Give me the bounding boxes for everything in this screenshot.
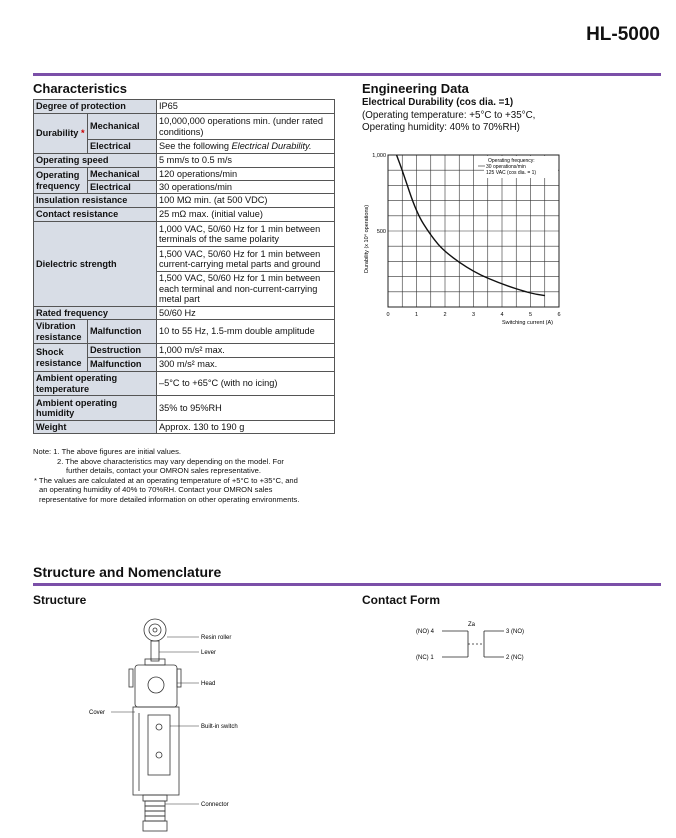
structure-title: Structure and Nomenclature <box>33 564 222 580</box>
mechanical-label: Mechanical <box>88 114 157 140</box>
op-speed-value: 5 mm/s to 0.5 m/s <box>157 154 335 168</box>
insulation-label: Insulation resistance <box>34 194 157 208</box>
x-tick-label: 6 <box>557 312 561 318</box>
header-rule <box>33 73 661 76</box>
connector-ring <box>145 801 165 806</box>
characteristics-table <box>33 99 335 434</box>
note-line: 2. The above characteristics may vary depending on the model. For <box>57 456 284 466</box>
structure-subtitle: Structure <box>33 593 87 607</box>
ambient-temp-value: –5°C to +65°C (with no icing) <box>157 372 335 396</box>
connector-ring <box>145 811 165 816</box>
note-line: further details, contact your OMRON sales representative. <box>66 466 261 475</box>
table-row <box>34 396 335 421</box>
x-tick-labels <box>386 312 560 318</box>
vibration-label: Vibration resistance <box>34 320 88 344</box>
engineering-title: Engineering Data <box>362 81 469 96</box>
ambient-temp-label: Ambient operating temperature <box>34 372 157 396</box>
op-freq-elec-label: Electrical <box>88 181 157 194</box>
ambient-hum-value: 35% to 95%RH <box>157 396 335 421</box>
label-nc2: 2 (NC) <box>506 655 524 661</box>
rated-freq-value: 50/60 Hz <box>157 307 335 320</box>
body-shape <box>133 707 179 795</box>
x-tick-label: 3 <box>471 312 476 318</box>
engineering-condition-2: Operating humidity: 40% to 70%RH) <box>362 122 520 133</box>
dielectric-1: 1,000 VAC, 50/60 Hz for 1 min between terminals of the same polarity <box>157 222 335 247</box>
op-speed-label: Operating speed <box>34 154 157 168</box>
connector-end <box>143 821 167 831</box>
label-cover: Cover <box>89 710 106 716</box>
label-nc1: (NC) 1 <box>416 655 434 661</box>
table-row <box>34 222 335 247</box>
connector-ring <box>145 816 165 821</box>
connector-ring <box>145 806 165 811</box>
head-side-screw <box>129 669 133 687</box>
electrical-prefix: See the following <box>159 141 232 152</box>
x-tick-label: 0 <box>386 312 390 318</box>
engineering-subtitle: Electrical Durability (cos dia. =1) <box>362 97 514 108</box>
table-row <box>34 100 335 114</box>
x-tick-label: 2 <box>443 312 447 318</box>
degree-value: IP65 <box>157 100 335 114</box>
dielectric-2: 1,500 VAC, 50/60 Hz for 1 min between current-carrying metal parts and ground <box>157 247 335 272</box>
head-shape <box>135 665 177 707</box>
electrical-value <box>157 140 335 154</box>
note-line: representative for more detailed information on other operating environments. <box>39 494 300 504</box>
x-axis-label: Switching current (A) <box>501 320 553 326</box>
op-freq-mech-value: 120 operations/min <box>157 168 335 181</box>
table-row <box>34 307 335 320</box>
label-resin-roller: Resin roller <box>201 635 232 641</box>
connector-ring <box>143 795 167 801</box>
engineering-condition-1: (Operating temperature: +5°C to +35°C, <box>362 109 536 121</box>
y-tick-label: 1,000 <box>372 153 386 159</box>
y-axis-label: Durability (x 10⁴ operations) <box>364 204 370 273</box>
structure-rule <box>33 583 661 586</box>
electrical-italic: Electrical Durability. <box>231 141 312 152</box>
vibration-value: 10 to 55 Hz, 1.5-mm double amplitude <box>157 320 335 344</box>
contact-value: 25 mΩ max. (initial value) <box>157 208 335 222</box>
table-row <box>34 154 335 168</box>
contact-form-diagram <box>410 615 540 675</box>
durability-mark: * <box>80 128 85 139</box>
engineering-subtitle-block <box>362 97 535 135</box>
table-row <box>34 114 335 140</box>
degree-label: Degree of protection <box>34 100 157 114</box>
switch-contact <box>156 724 162 730</box>
lever-shape <box>151 641 159 661</box>
note-line: Note: 1. The above figures are initial values. <box>33 447 182 456</box>
table-row <box>34 421 335 434</box>
label-head: Head <box>201 681 216 687</box>
mechanical-value: 10,000,000 operations min. (under rated conditions) <box>157 114 335 140</box>
shock-label: Shock resistance <box>34 344 88 372</box>
y-tick-labels <box>372 153 386 235</box>
dielectric-label: Dielectric strength <box>34 222 157 307</box>
label-no3: 3 (NO) <box>506 629 524 635</box>
weight-value: Approx. 130 to 190 g <box>157 421 335 434</box>
note-line: * The values are calculated at an operating temperature of +5°C to +35°C, and <box>34 475 298 485</box>
resin-roller-shape <box>144 619 166 641</box>
insulation-value: 100 MΩ min. (at 500 VDC) <box>157 194 335 208</box>
durability-chart <box>360 145 570 330</box>
contact-form-title: Contact Form <box>362 593 440 607</box>
label-builtin-switch: Built-in switch <box>201 724 238 730</box>
op-freq-label: Operating frequency <box>34 168 88 194</box>
table-row <box>34 168 335 181</box>
legend-line-2: 30 operations/min <box>486 164 526 170</box>
x-tick-label: 5 <box>528 312 533 318</box>
table-row <box>34 208 335 222</box>
vibration-sub: Malfunction <box>88 320 157 344</box>
rated-freq-label: Rated frequency <box>34 307 157 320</box>
op-freq-elec-value: 30 operations/min <box>157 181 335 194</box>
shock-malfunction-value: 300 m/s² max. <box>157 358 335 372</box>
table-row <box>34 372 335 396</box>
label-lever: Lever <box>201 650 217 656</box>
roller-axle <box>153 628 157 632</box>
weight-label: Weight <box>34 421 157 434</box>
contact-label: Contact resistance <box>34 208 157 222</box>
head-side-screw-right <box>177 669 181 687</box>
label-no4: (NO) 4 <box>416 629 434 635</box>
durability-cell <box>34 114 88 154</box>
legend-line-1: Operating frequency: <box>488 158 535 164</box>
op-freq-mech-label: Mechanical <box>88 168 157 181</box>
switch-contact-2 <box>156 752 162 758</box>
shock-malfunction-label: Malfunction <box>88 358 157 372</box>
notes <box>33 447 299 504</box>
roller-hub <box>149 624 161 636</box>
label-connector: Connector <box>201 802 229 808</box>
label-za: Za <box>468 622 476 628</box>
legend-line-3: 125 VAC (cos dia. = 1) <box>486 170 537 176</box>
note-line: an operating humidity of 40% to 70%RH. Contact your OMRON sales <box>39 485 273 494</box>
table-row <box>34 194 335 208</box>
dielectric-3: 1,500 VAC, 50/60 Hz for 1 min between each terminal and non-current-carrying metal part <box>157 272 335 307</box>
x-tick-label: 4 <box>500 312 504 318</box>
x-tick-label: 1 <box>414 312 419 318</box>
electrical-label: Electrical <box>88 140 157 154</box>
durability-label: Durability <box>36 128 79 139</box>
structure-diagram <box>85 615 265 838</box>
y-tick-label: 500 <box>376 229 386 235</box>
head-shaft <box>148 677 164 693</box>
shock-destruction-value: 1,000 m/s² max. <box>157 344 335 358</box>
table-row <box>34 320 335 344</box>
shock-destruction-label: Destruction <box>88 344 157 358</box>
model-number: HL-5000 <box>586 24 660 45</box>
table-row <box>34 344 335 358</box>
ambient-hum-label: Ambient operating humidity <box>34 396 157 421</box>
characteristics-title: Characteristics <box>33 81 127 96</box>
lever-base <box>145 659 165 665</box>
